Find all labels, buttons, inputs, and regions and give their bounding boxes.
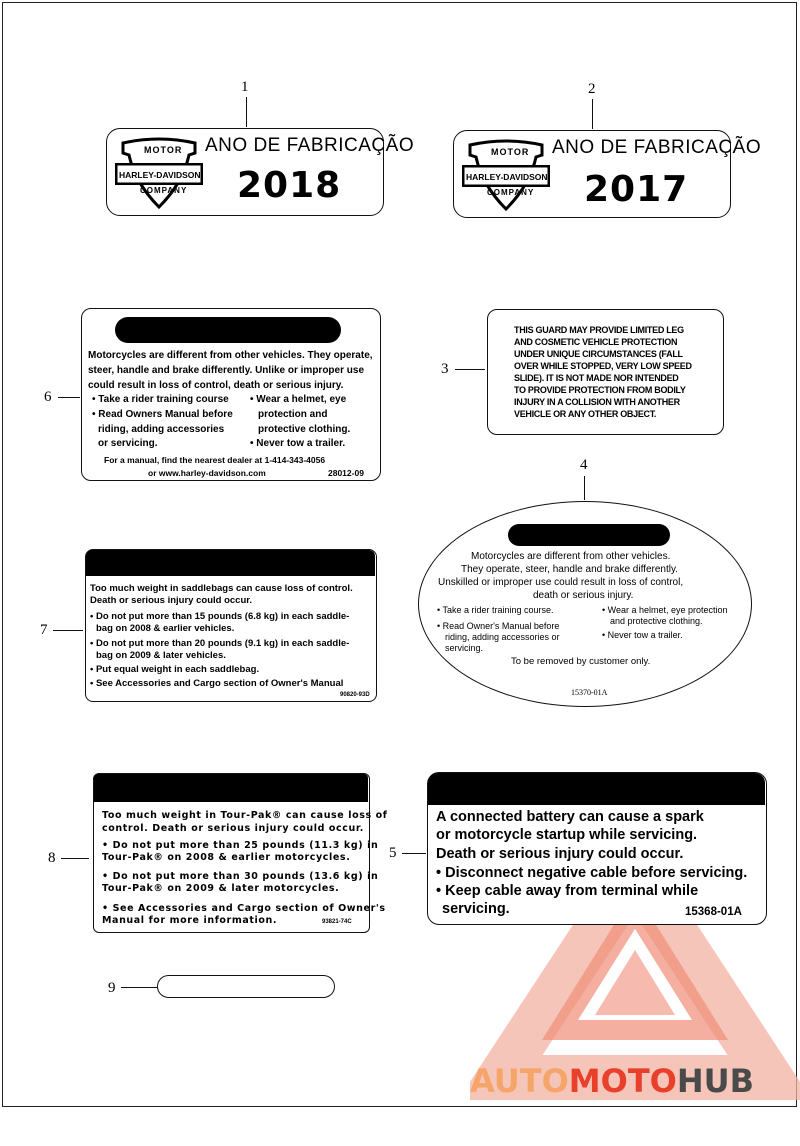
year-decal-2017: [453, 130, 762, 218]
list-item: • Read Owners Manual before: [92, 409, 233, 420]
decal-year: 2018: [237, 165, 342, 206]
part-number: 93821-74C: [322, 919, 352, 925]
logo-company-text: COMPANY: [487, 188, 535, 197]
watermark-text-moto: MOTO: [568, 1062, 677, 1100]
callout-2: 2: [588, 81, 596, 97]
warning-line: Tour-Pak® on 2009 & later motorcycles.: [102, 883, 340, 894]
logo-brand-text: HARLEY-DAVIDSON: [119, 170, 201, 180]
warning-line: • Do not put more than 20 pounds (9.1 kg) in each saddle-: [90, 638, 350, 649]
warning-line: Death or serious injury could occur.: [90, 595, 253, 606]
warning-line: • Put equal weight in each saddlebag.: [90, 664, 260, 675]
warning-header: [428, 773, 765, 805]
warning-line: • Do not put more than 15 pounds (6.8 kg) in each saddle-: [90, 611, 350, 622]
saddlebag-warning-decal: [85, 549, 377, 702]
callout-8: 8: [48, 850, 56, 866]
warning-line: Too much weight in Tour-Pak® can cause loss of: [102, 810, 388, 821]
list-item: • Take a rider training course: [92, 394, 229, 405]
rider-warning-decal: [81, 308, 381, 481]
guard-disclaimer-decal: [487, 309, 724, 435]
decal-year: 2017: [584, 169, 689, 210]
part-number: 90820-93D: [340, 692, 370, 698]
intro-line: Motorcycles are different from other vehicles.: [471, 551, 671, 562]
intro-line: steer, handle and brake differently. Unlike or improper use: [88, 365, 365, 376]
leader-line-3: [455, 369, 485, 370]
warning-line: bag on 2008 & earlier vehicles.: [96, 623, 235, 634]
warning-line: bag on 2009 & later vehicles.: [96, 650, 226, 661]
leader-line-6: [58, 397, 80, 398]
callout-9: 9: [108, 980, 116, 996]
warning-line: • Do not put more than 30 pounds (13.6 kg) in: [102, 871, 379, 882]
intro-line: Motorcycles are different from other vehicles. They operate,: [88, 350, 373, 361]
watermark-text-auto: AUTO: [470, 1062, 569, 1100]
leader-line-1: [246, 97, 247, 127]
logo-motor-text: MOTOR: [144, 145, 183, 155]
rider-warning-oval-decal: [418, 501, 752, 707]
warning-line: • See Accessories and Cargo section of Owner's Manual: [90, 678, 344, 689]
list-item: • Wear a helmet, eye protection: [602, 605, 728, 615]
warning-line: Too much weight in saddlebags can cause loss of control.: [90, 583, 353, 594]
disclaimer-line: INJURY IN A COLLISION WITH ANOTHER: [514, 397, 680, 407]
warning-line: Death or serious injury could occur.: [436, 846, 684, 862]
decal-heading: ANO DE FABRICAÇÃO: [205, 135, 415, 156]
warning-bar: [115, 317, 341, 343]
disclaimer-line: AND COSMETIC VEHICLE PROTECTION: [514, 337, 678, 347]
warning-line: Tour-Pak® on 2008 & earlier motorcycles.: [102, 852, 351, 863]
part-number: 15368-01A: [685, 906, 742, 918]
intro-line: could result in loss of control, death or serious injury.: [88, 380, 344, 391]
disclaimer-line: TO PROVIDE PROTECTION FROM BODILY: [514, 385, 686, 395]
intro-line: death or serious injury.: [533, 590, 634, 601]
list-item: and protective clothing.: [610, 616, 703, 626]
warning-header: [94, 774, 368, 802]
list-item: protective clothing.: [258, 424, 351, 435]
list-item: riding, adding accessories: [98, 424, 225, 435]
warning-line: • Disconnect negative cable before servicing.: [436, 865, 748, 881]
list-item: • Never tow a trailer.: [602, 630, 683, 640]
remove-note: To be removed by customer only.: [511, 656, 651, 667]
callout-6: 6: [44, 389, 52, 405]
leader-line-9: [121, 987, 157, 988]
callout-7: 7: [40, 622, 48, 638]
disclaimer-line: THIS GUARD MAY PROVIDE LIMITED LEG: [514, 325, 684, 335]
leader-line-7: [53, 630, 83, 631]
intro-line: Unskilled or improper use could result in loss of control,: [438, 577, 684, 588]
disclaimer-line: VEHICLE OR ANY OTHER OBJECT.: [514, 409, 657, 419]
warning-line: A connected battery can cause a spark: [436, 809, 704, 825]
warning-header: [86, 550, 375, 576]
footer-text: or www.harley-davidson.com: [148, 468, 266, 478]
list-item: or servicing.: [98, 438, 158, 449]
leader-line-5: [402, 853, 426, 854]
callout-5: 5: [389, 845, 397, 861]
warning-line: servicing.: [442, 901, 510, 917]
intro-line: They operate, steer, handle and brake differently.: [461, 564, 678, 575]
logo-motor-text: MOTOR: [491, 147, 530, 157]
callout-3: 3: [441, 361, 449, 377]
leader-line-8: [61, 858, 89, 859]
watermark-text-hub: HUB: [676, 1062, 755, 1100]
list-item: • Never tow a trailer.: [250, 438, 346, 449]
list-item: riding, adding accessories or: [445, 632, 560, 642]
disclaimer-line: UNDER UNIQUE CIRCUMSTANCES (FALL: [514, 349, 683, 359]
decal-heading: ANO DE FABRICAÇÃO: [552, 137, 762, 158]
list-item: • Read Owner's Manual before: [437, 621, 560, 631]
blank-decal: [157, 975, 335, 998]
list-item: • Take a rider training course.: [437, 605, 554, 615]
list-item: • Wear a helmet, eye: [250, 394, 347, 405]
leader-line-4: [584, 476, 585, 500]
tour-pak-warning-decal: [93, 773, 388, 933]
logo-brand-text: HARLEY-DAVIDSON: [466, 172, 548, 182]
warning-line: • See Accessories and Cargo section of Owner's: [102, 903, 386, 914]
footer-text: For a manual, find the nearest dealer at 1-414-343-4056: [104, 455, 326, 465]
logo-company-text: COMPANY: [140, 186, 188, 195]
year-decal-2018: [106, 128, 415, 216]
warning-line: • Do not put more than 25 pounds (11.3 kg) in: [102, 840, 379, 851]
callout-4: 4: [580, 457, 588, 473]
warning-line: control. Death or serious injury could occur.: [102, 823, 365, 834]
list-item: servicing.: [445, 643, 484, 653]
list-item: protection and: [258, 409, 328, 420]
warning-line: or motorcycle startup while servicing.: [436, 827, 698, 843]
disclaimer-line: OVER WHILE STOPPED, VERY LOW SPEED: [514, 361, 692, 371]
part-number: 28012-09: [328, 468, 364, 478]
warning-line: • Keep cable away from terminal while: [436, 883, 699, 899]
callout-1: 1: [241, 79, 249, 95]
warning-bar: [508, 524, 670, 546]
warning-line: Manual for more information.: [102, 915, 278, 926]
leader-line-2: [592, 99, 593, 129]
battery-warning-decal: [427, 772, 767, 925]
disclaimer-line: SLIDE). IT IS NOT MADE NOR INTENDED: [514, 373, 679, 383]
part-number: 15370-01A: [571, 688, 608, 697]
